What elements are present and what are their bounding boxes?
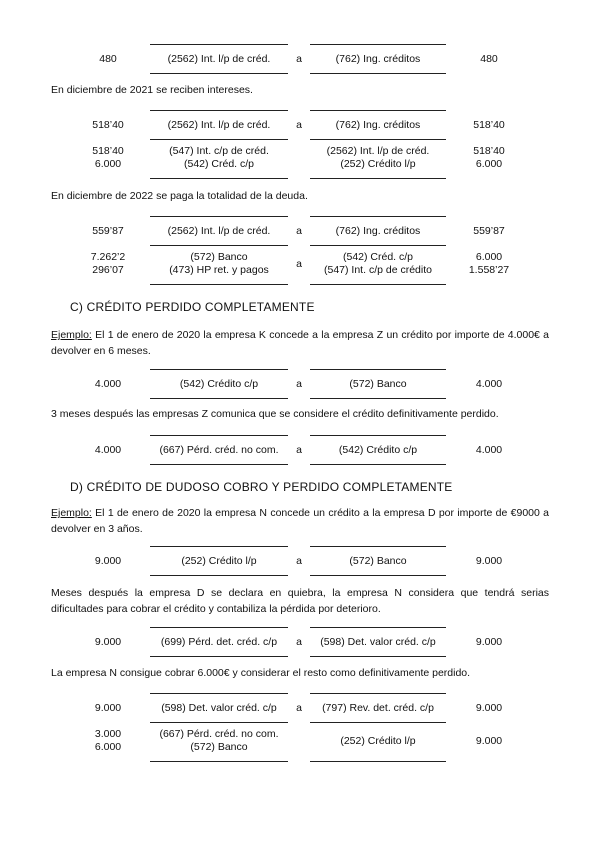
debit-account: (598) Det. valor créd. c/p [161,702,277,714]
credit-amount: 4.000 [475,444,503,456]
paragraph: Meses después la empresa D se declara en quiebra, la empresa N considera que tendrá serias dificultades para cobrar el crédito y contabiliza la pérdida por deterioro. [51,587,549,615]
journal-entry [0,44,600,74]
debit-amount: 480 [99,53,117,65]
credit-account: (572) Banco [349,378,407,390]
debit-account: (2562) Int. l/p de créd. [167,53,271,65]
credit-amount: 480 [480,53,498,65]
credit-amount: 4.000 [475,378,503,390]
paragraph [51,327,549,359]
section-heading: C) CRÉDITO PERDIDO COMPLETAMENTE [70,300,315,314]
debit-account: (667) Pérd. créd. no com. [159,728,279,740]
journal-entry [0,723,600,763]
credit-account: (547) Int. c/p de crédito [324,264,432,276]
credit-account: (797) Rev. det. créd. c/p [322,702,434,714]
credit-amount: 6.000 [475,251,503,263]
ejemplo-text: El 1 de enero de 2020 la empresa K concede a la empresa Z un crédito por importe de 4.000€ a devolver en 6 meses. [51,329,549,357]
credit-amount: 518’40 [473,119,505,131]
credit-account: (762) Ing. créditos [335,53,421,65]
paragraph: 3 meses después las empresas Z comunica que se considere el crédito definitivamente perdido. [51,408,499,420]
debit-account: (572) Banco [190,741,248,753]
debit-amount: 9.000 [94,702,122,714]
connector: a [296,225,302,237]
credit-account: (762) Ing. créditos [335,225,421,237]
journal-entry [0,435,600,465]
debit-amount: 518’40 [92,145,124,157]
debit-account: (252) Crédito l/p [181,555,257,567]
journal-entry [0,627,600,657]
journal-entry [0,546,600,576]
journal-entry [0,246,600,286]
connector: a [296,378,302,390]
section-heading: D) CRÉDITO DE DUDOSO COBRO Y PERDIDO COMPLETAMENTE [70,480,453,494]
credit-account: (572) Banco [349,555,407,567]
debit-account: (473) HP ret. y pagos [169,264,269,276]
credit-account: (542) Crédito c/p [338,444,418,456]
debit-amount: 3.000 [94,728,122,740]
credit-account: (542) Créd. c/p [342,251,414,263]
connector: a [296,702,302,714]
credit-account: (2562) Int. l/p de créd. [326,145,430,157]
journal-entry [0,693,600,723]
debit-account: (2562) Int. l/p de créd. [167,225,271,237]
paragraph: La empresa N consigue cobrar 6.000€ y considerar el resto como definitivamente perdido. [51,667,471,679]
paragraph: En diciembre de 2021 se reciben intereses. [51,84,253,96]
credit-amount: 1.558’27 [468,264,510,276]
credit-amount: 518’40 [473,145,505,157]
ejemplo-label: Ejemplo: [51,507,92,519]
credit-account: (762) Ing. créditos [335,119,421,131]
journal-entry [0,216,600,246]
credit-account: (252) Crédito l/p [340,158,416,170]
paragraph [51,505,549,537]
connector: a [296,119,302,131]
debit-amount: 559’87 [92,225,124,237]
journal-entry [0,369,600,399]
credit-account: (598) Det. valor créd. c/p [320,636,436,648]
debit-amount: 7.262’2 [90,251,126,263]
credit-amount: 9.000 [475,735,503,747]
debit-amount: 9.000 [94,555,122,567]
ejemplo-text: El 1 de enero de 2020 la empresa N concede un crédito a la empresa D por importe de €9000 a devolver en 3 años. [51,507,549,535]
paragraph: En diciembre de 2022 se paga la totalidad de la deuda. [51,190,308,202]
debit-amount: 4.000 [94,378,122,390]
debit-account: (667) Pérd. créd. no com. [159,444,279,456]
connector: a [296,53,302,65]
debit-amount: 4.000 [94,444,122,456]
debit-account: (2562) Int. l/p de créd. [167,119,271,131]
journal-entry [0,110,600,140]
credit-amount: 6.000 [475,158,503,170]
credit-account: (252) Crédito l/p [340,735,416,747]
credit-amount: 559’87 [473,225,505,237]
debit-account: (699) Pérd. det. créd. c/p [160,636,278,648]
debit-amount: 518’40 [92,119,124,131]
connector: a [296,555,302,567]
debit-account: (542) Crédito c/p [179,378,259,390]
debit-account: (547) Int. c/p de créd. [169,145,269,157]
debit-amount: 296’07 [92,264,124,276]
debit-account: (572) Banco [190,251,248,263]
debit-amount: 9.000 [94,636,122,648]
ejemplo-label: Ejemplo: [51,329,92,341]
debit-amount: 6.000 [94,741,122,753]
connector: a [296,636,302,648]
debit-amount: 6.000 [94,158,122,170]
connector: a [296,258,302,270]
credit-amount: 9.000 [475,702,503,714]
credit-amount: 9.000 [475,555,503,567]
journal-entry [0,140,600,180]
connector: a [296,444,302,456]
debit-account: (542) Créd. c/p [183,158,255,170]
credit-amount: 9.000 [475,636,503,648]
